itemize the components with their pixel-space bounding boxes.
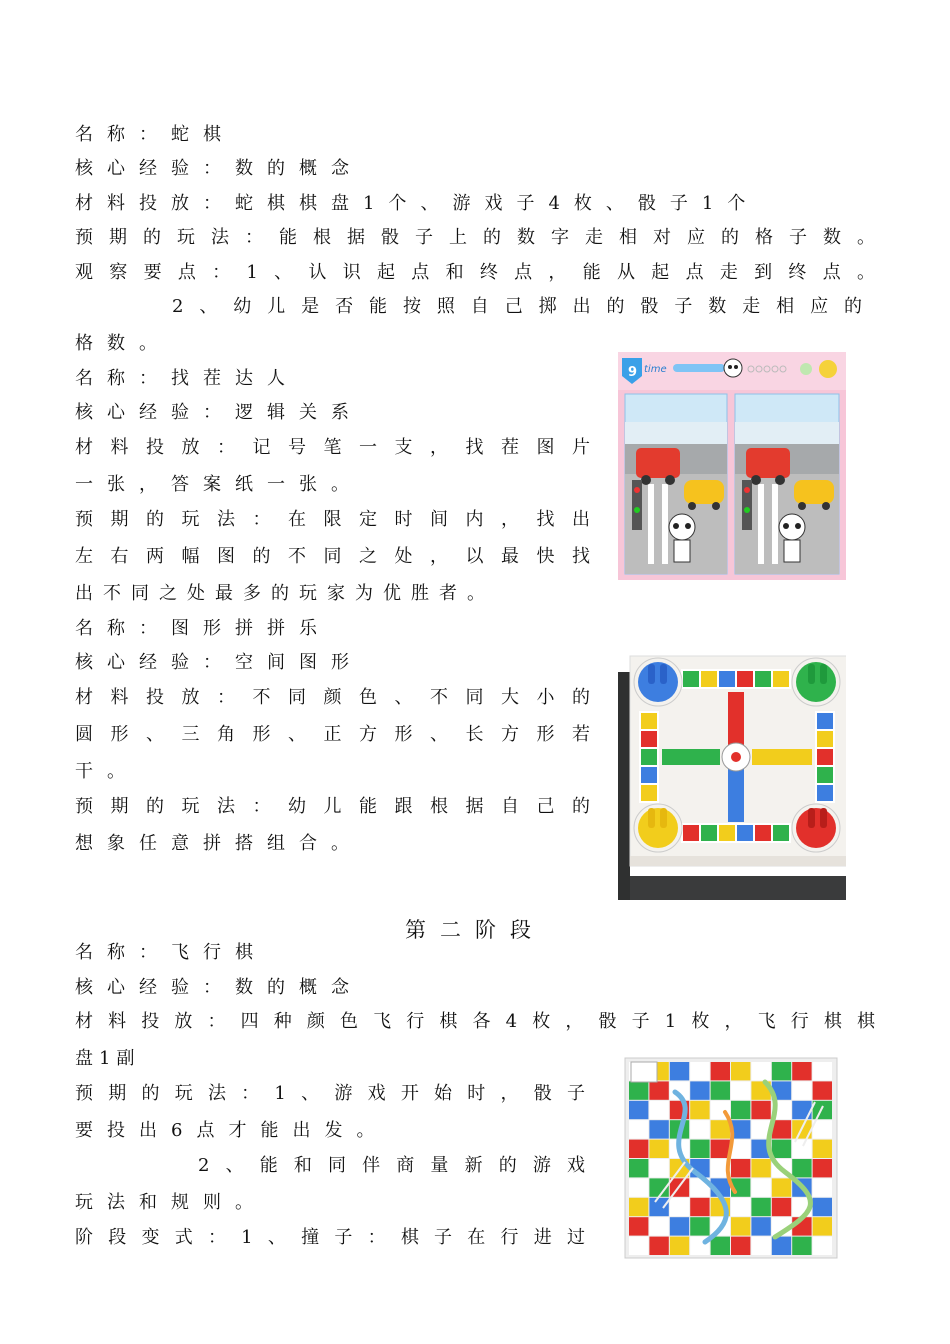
board-square: [731, 1140, 750, 1158]
text-line: 圆形、三角形、正方形、长方形若: [75, 724, 590, 745]
text-line: 观察要点：1、认识起点和终点，能从起点走到终点。: [75, 262, 875, 283]
board-square: [731, 1159, 750, 1177]
board-square: [690, 1081, 709, 1099]
board-square: [731, 1062, 750, 1080]
text-line: 左右两幅图的不同之处，以最快找: [75, 546, 590, 567]
board-square: [813, 1159, 832, 1177]
board-square: [649, 1159, 668, 1177]
text-line: 格数。: [75, 333, 171, 354]
board-square: [670, 1062, 689, 1080]
text-line: 预期的玩法：能根据骰子上的数字走相对应的格子数。: [75, 227, 875, 248]
board-square: [751, 1159, 770, 1177]
board-square: [649, 1101, 668, 1119]
board-square: [711, 1062, 730, 1080]
board-square: [813, 1217, 832, 1235]
board-square: [670, 1237, 689, 1255]
board-square: [751, 1062, 770, 1080]
snakes-ladders-board-image: [615, 1052, 845, 1264]
text-line: 材料投放：记号笔一支，找茬图片: [75, 437, 590, 458]
text-line: 出不同之处最多的玩家为优胜者。: [75, 583, 495, 604]
board-square: [649, 1198, 668, 1216]
board-square: [649, 1120, 668, 1138]
board-square: [629, 1081, 648, 1099]
text-line: 核心经验：空间图形: [75, 652, 363, 673]
board-square: [731, 1101, 750, 1119]
board-square: [772, 1140, 791, 1158]
board-square: [629, 1198, 648, 1216]
board-square: [813, 1062, 832, 1080]
board-square: [792, 1140, 811, 1158]
board-square: [813, 1081, 832, 1099]
text-line: 核心经验：逻辑关系: [75, 402, 363, 423]
board-square: [649, 1237, 668, 1255]
text-line: 2、能和同伴商量新的游戏: [198, 1155, 585, 1176]
text-line: 2、幼儿是否能按照自己掷出的骰子数走相应的: [172, 296, 862, 317]
text-line: 要投出6点才能出发。: [75, 1120, 389, 1141]
board-square: [670, 1198, 689, 1216]
board-square: [690, 1140, 709, 1158]
board-square: [813, 1178, 832, 1196]
text-line: 名称：蛇棋: [75, 124, 235, 145]
board-square: [690, 1198, 709, 1216]
board-square: [813, 1198, 832, 1216]
board-square: [629, 1140, 648, 1158]
text-line: 预期的玩法：幼儿能跟根据自己的: [75, 796, 590, 817]
board-square: [690, 1101, 709, 1119]
text-line: 核心经验：数的概念: [75, 977, 363, 998]
spot-difference-image: [618, 352, 846, 580]
board-square: [751, 1237, 770, 1255]
board-square: [690, 1217, 709, 1235]
text-line: 材料投放：四种颜色飞行棋各4枚，骰子1枚，飞行棋棋: [75, 1011, 875, 1032]
board-square: [629, 1159, 648, 1177]
text-line: 材料投放：不同颜色、不同大小的: [75, 687, 590, 708]
board-square: [649, 1081, 668, 1099]
board-square: [711, 1237, 730, 1255]
board-square: [629, 1178, 648, 1196]
text-line: 干。: [75, 761, 139, 782]
board-square: [792, 1062, 811, 1080]
stage-heading: 第二阶段: [405, 918, 545, 942]
board-square: [649, 1140, 668, 1158]
board-square: [690, 1062, 709, 1080]
text-line: 一张，答案纸一张。: [75, 474, 363, 495]
board-square: [649, 1217, 668, 1235]
board-square: [813, 1237, 832, 1255]
board-square: [792, 1237, 811, 1255]
board-square: [731, 1081, 750, 1099]
board-square: [731, 1198, 750, 1216]
board-square: [813, 1140, 832, 1158]
board-square: [711, 1120, 730, 1138]
text-line: 名称：图形拼拼乐: [75, 618, 331, 639]
text-line: 预期的玩法：在限定时间内，找出: [75, 509, 590, 530]
board-square: [731, 1217, 750, 1235]
board-square: [629, 1101, 648, 1119]
svg-text:9: 9: [628, 365, 638, 380]
board-square: [670, 1217, 689, 1235]
board-square: [751, 1198, 770, 1216]
text-line: 盘1副: [75, 1048, 141, 1069]
text-line: 名称：飞行棋: [75, 942, 267, 963]
board-square: [629, 1217, 648, 1235]
board-square: [772, 1198, 791, 1216]
board-square: [711, 1081, 730, 1099]
text-line: 核心经验：数的概念: [75, 158, 363, 179]
text-line: 阶段变式：1、撞子：棋子在行进过: [75, 1227, 585, 1248]
timer-label: time: [644, 364, 667, 375]
text-line: 预期的玩法：1、游戏开始时，骰子: [75, 1083, 585, 1104]
board-square: [751, 1178, 770, 1196]
board-square: [813, 1101, 832, 1119]
board-square: [772, 1178, 791, 1196]
board-square: [711, 1140, 730, 1158]
text-line: 名称：找茬达人: [75, 368, 299, 389]
board-square: [792, 1159, 811, 1177]
board-square: [690, 1120, 709, 1138]
text-line: 玩法和规则。: [75, 1192, 267, 1213]
board-square: [751, 1217, 770, 1235]
board-square: [751, 1101, 770, 1119]
text-line: 想象任意拼搭组合。: [75, 833, 363, 854]
flying-chess-board-image: [618, 648, 846, 900]
board-square: [772, 1062, 791, 1080]
board-square: [792, 1081, 811, 1099]
board-square: [629, 1237, 648, 1255]
board-square: [629, 1120, 648, 1138]
text-line: 材料投放：蛇棋棋盘1个、游戏子4枚、骰子1个: [75, 193, 760, 214]
board-square: [731, 1237, 750, 1255]
